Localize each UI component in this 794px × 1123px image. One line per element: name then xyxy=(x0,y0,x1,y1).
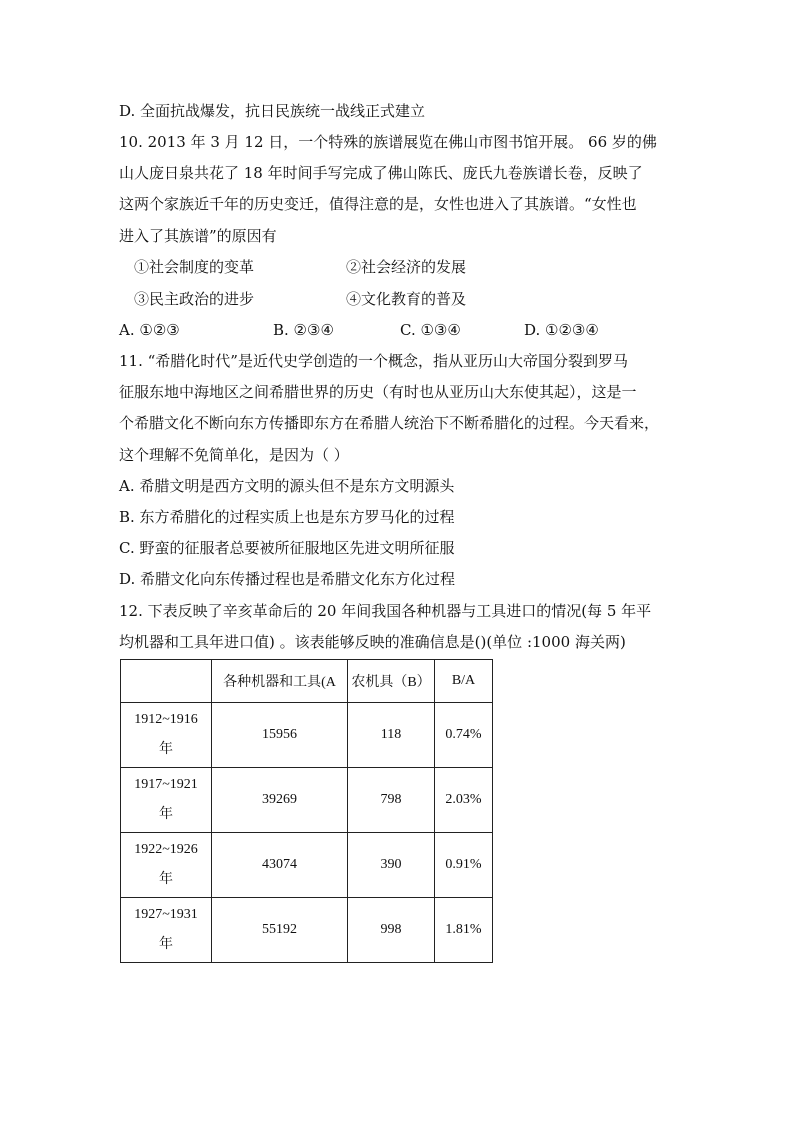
q11-option-c: C. 野蛮的征服者总要被所征服地区先进文明所征服 xyxy=(119,539,455,557)
ratio-cell: 0.74% xyxy=(435,703,493,768)
table-row xyxy=(121,768,493,833)
table-header-cell: B/A xyxy=(435,660,493,703)
q11-stem-line-3: 个希腊文化不断向东方传播即东方在希腊人统治下不断希腊化的过程。今天看来， xyxy=(119,414,660,432)
q10-item-3: ③民主政治的进步 xyxy=(134,290,255,308)
period-suffix: 年 xyxy=(159,872,173,887)
period-suffix: 年 xyxy=(159,807,173,822)
q11-stem-line-1: 11. “希腊化时代”是近代史学创造的一个概念，指从亚历山大帝国分裂到罗马 xyxy=(119,352,628,370)
q10-stem-line-3: 这两个家族近千年的历史变迁，值得注意的是，女性也进入了其族谱。“女性也 xyxy=(119,195,637,213)
q10-option-d: D. ①②③④ xyxy=(524,321,599,339)
period-suffix: 年 xyxy=(159,742,173,757)
import-table xyxy=(120,659,493,963)
ratio-cell: 1.81% xyxy=(435,898,493,963)
table-header-cell xyxy=(121,660,212,703)
value-a-cell: 15956 xyxy=(212,703,348,768)
value-a-cell: 39269 xyxy=(212,768,348,833)
q10-option-a: A. ①②③ xyxy=(119,321,180,339)
q11-option-d: D. 希腊文化向东传播过程也是希腊文化东方化过程 xyxy=(119,570,456,588)
value-a-cell: 55192 xyxy=(212,898,348,963)
period-cell xyxy=(121,768,212,833)
table-row xyxy=(121,898,493,963)
table-header-cell: 农机具（B） xyxy=(348,660,435,703)
period-cell xyxy=(121,833,212,898)
q10-stem-line-2: 山人庞日泉共花了 18 年时间手写完成了佛山陈氏、庞氏九卷族谱长卷，反映了 xyxy=(119,164,643,182)
q10-item-2: ②社会经济的发展 xyxy=(346,258,467,276)
period-cell xyxy=(121,898,212,963)
q10-stem-line-1: 10. 2013 年 3 月 12 日，一个特殊的族谱展览在佛山市图书馆开展。 66 岁的佛 xyxy=(119,133,657,151)
period-range: 1917~1921 xyxy=(134,777,198,792)
value-b-cell: 390 xyxy=(348,833,435,898)
q11-stem-line-4: 这个理解不免简单化，是因为（ ） xyxy=(119,446,349,464)
q10-item-4: ④文化教育的普及 xyxy=(346,290,467,308)
value-b-cell: 998 xyxy=(348,898,435,963)
q10-stem-line-4: 进入了其族谱”的原因有 xyxy=(119,227,277,245)
q11-option-a: A. 希腊文明是西方文明的源头但不是东方文明源头 xyxy=(119,477,455,495)
period-range: 1927~1931 xyxy=(134,907,198,922)
value-b-cell: 798 xyxy=(348,768,435,833)
q9-option-d: D. 全面抗战爆发，抗日民族统一战线正式建立 xyxy=(119,102,426,120)
ratio-cell: 2.03% xyxy=(435,768,493,833)
period-range: 1912~1916 xyxy=(134,712,198,727)
period-range: 1922~1926 xyxy=(134,842,198,857)
period-cell xyxy=(121,703,212,768)
q11-option-b: B. 东方希腊化的过程实质上也是东方罗马化的过程 xyxy=(119,508,455,526)
period-suffix: 年 xyxy=(159,937,173,952)
value-a-cell: 43074 xyxy=(212,833,348,898)
table-row xyxy=(121,703,493,768)
q10-option-c: C. ①③④ xyxy=(400,321,461,339)
value-b-cell: 118 xyxy=(348,703,435,768)
q12-stem-line-1: 12. 下表反映了辛亥革命后的 20 年间我国各种机器与工具进口的情况(每 5 年平 xyxy=(119,602,652,620)
table-header-row xyxy=(121,660,493,703)
table-header-cell: 各种机器和工具(A xyxy=(212,660,348,703)
q10-item-1: ①社会制度的变革 xyxy=(134,258,255,276)
q12-stem-line-2: 均机器和工具年进口值) 。该表能够反映的准确信息是()(单位 :1000 海关两) xyxy=(119,633,626,651)
ratio-cell: 0.91% xyxy=(435,833,493,898)
q11-stem-line-2: 征服东地中海地区之间希腊世界的历史（有时也从亚历山大东使其起），这是一 xyxy=(119,383,637,401)
q10-option-b: B. ②③④ xyxy=(273,321,334,339)
table-row xyxy=(121,833,493,898)
